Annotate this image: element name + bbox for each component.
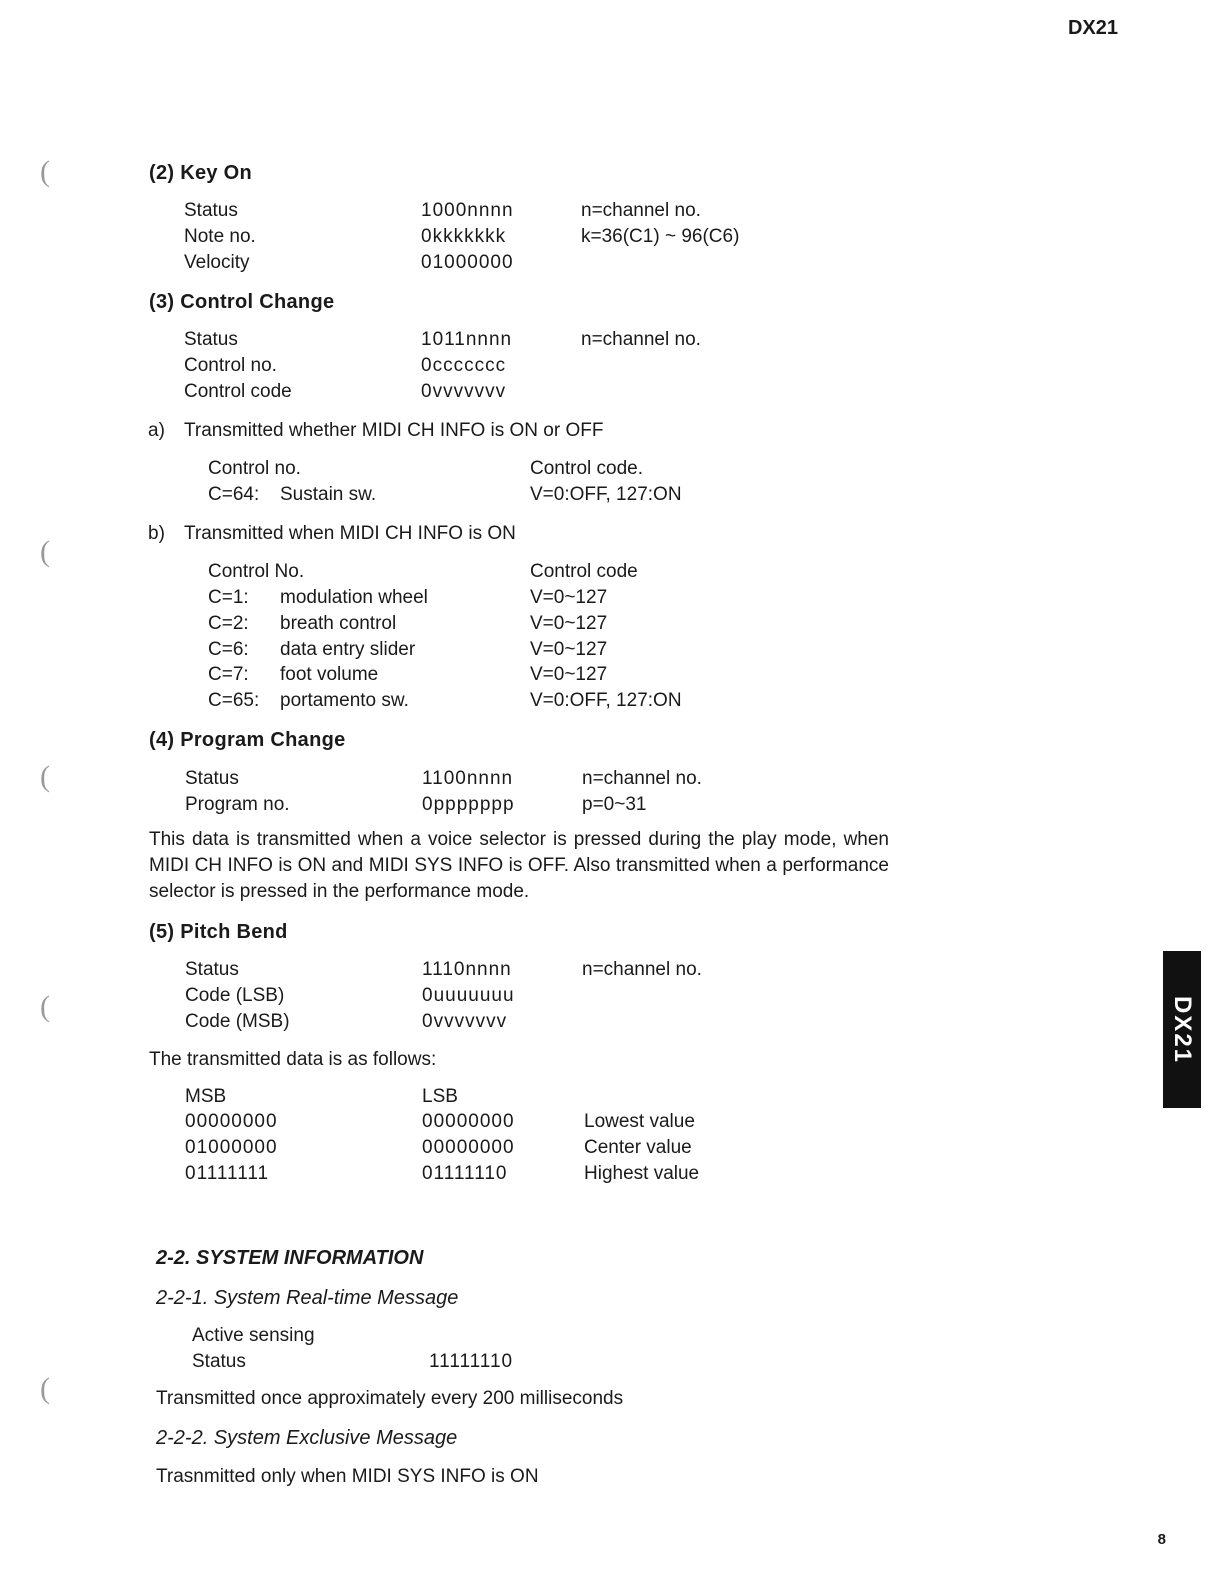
cc-a-col-head-2: Control code. (530, 458, 644, 479)
pb-head-msb: MSB (185, 1086, 227, 1107)
exclusive-note: Trasnmitted only when MIDI SYS INFO is ON (156, 1466, 539, 1487)
key-on-heading: (2) Key On (149, 162, 253, 184)
cc-control-code-code: 0vvvvvvv (421, 381, 507, 402)
binder-mark: ( (40, 990, 50, 1023)
pb-head-lsb: LSB (422, 1086, 458, 1107)
binder-mark: ( (40, 760, 50, 793)
pb-msb-label: Code (MSB) (185, 1011, 290, 1032)
pc-program-no-range: p=0~31 (582, 794, 647, 815)
cc-b-marker: b) (148, 523, 165, 544)
pb-msb-code: 0vvvvvvv (422, 1011, 508, 1032)
key-on-note-label: Note no. (184, 226, 256, 247)
pb-value-msb: 01000000 (185, 1137, 278, 1158)
pb-value-lsb: 01111110 (422, 1163, 508, 1184)
key-on-status-label: Status (184, 200, 238, 221)
cc-a-row-c: C=64: (208, 484, 260, 505)
pitch-bend-heading: (5) Pitch Bend (149, 921, 288, 943)
pb-status-code: 1110nnnn (422, 959, 512, 980)
binder-mark: ( (40, 1372, 50, 1405)
pc-status-note: n=channel no. (582, 768, 702, 789)
key-on-velocity-code: 01000000 (421, 252, 514, 273)
cc-a-row-name: Sustain sw. (280, 484, 377, 505)
active-sensing-status-label: Status (192, 1351, 246, 1372)
pb-value-msb: 00000000 (185, 1111, 278, 1132)
pb-value-desc: Center value (584, 1137, 692, 1158)
cc-b-row-c: C=65: (208, 690, 260, 711)
program-change-heading: (4) Program Change (149, 729, 346, 751)
cc-a-text: Transmitted whether MIDI CH INFO is ON or OFF (184, 420, 604, 441)
cc-b-col-head-1: Control No. (208, 561, 305, 582)
cc-b-text: Transmitted when MIDI CH INFO is ON (184, 523, 516, 544)
binder-mark: ( (40, 535, 50, 568)
pb-value-desc: Lowest value (584, 1111, 695, 1132)
cc-b-row-c: C=6: (208, 639, 249, 660)
realtime-heading: 2-2-1. System Real-time Message (156, 1287, 459, 1309)
key-on-status-code: 1000nnnn (421, 200, 514, 221)
cc-status-note: n=channel no. (581, 329, 701, 350)
pc-status-label: Status (185, 768, 239, 789)
key-on-velocity-label: Velocity (184, 252, 250, 273)
cc-b-row-v: V=0~127 (530, 613, 608, 634)
cc-b-row-v: V=0~127 (530, 639, 608, 660)
page-header: DX21 (1067, 17, 1118, 39)
cc-status-label: Status (184, 329, 238, 350)
pb-status-note: n=channel no. (582, 959, 702, 980)
cc-b-row-name: foot volume (280, 664, 379, 685)
pb-lsb-code: 0uuuuuuu (422, 985, 515, 1006)
pb-lsb-label: Code (LSB) (185, 985, 285, 1006)
cc-a-row-v: V=0:OFF, 127:ON (530, 484, 682, 505)
pb-value-desc: Highest value (584, 1163, 700, 1184)
pc-program-no-label: Program no. (185, 794, 290, 815)
pb-intro: The transmitted data is as follows: (149, 1049, 437, 1070)
pb-value-lsb: 00000000 (422, 1137, 515, 1158)
cc-b-col-head-2: Control code (530, 561, 638, 582)
cc-b-row-name: data entry slider (280, 639, 416, 660)
cc-b-row-c: C=7: (208, 664, 249, 685)
control-change-heading: (3) Control Change (149, 291, 335, 313)
cc-a-col-head-1: Control no. (208, 458, 301, 479)
cc-b-row-name: modulation wheel (280, 587, 428, 608)
binder-mark: ( (40, 155, 50, 188)
cc-b-row-v: V=0:OFF, 127:ON (530, 690, 682, 711)
pc-paragraph: This data is transmitted when a voice selector is pressed during the play mode, when MIDI CH INFO is ON and MIDI SYS INFO is OFF. Also transmitted when a performance selector is pressed in the performance mode. (149, 829, 889, 902)
cc-status-code: 1011nnnn (421, 329, 513, 350)
pc-status-code: 1100nnnn (422, 768, 514, 789)
pc-program-no-code: 0ppppppp (422, 794, 515, 815)
cc-a-marker: a) (148, 420, 165, 441)
cc-b-row-v: V=0~127 (530, 664, 608, 685)
cc-b-row-name: breath control (280, 613, 397, 634)
cc-control-no-code: 0ccccccc (421, 355, 507, 376)
cc-b-row-c: C=2: (208, 613, 249, 634)
realtime-note: Transmitted once approximately every 200 milliseconds (156, 1388, 624, 1409)
system-info-heading: 2-2. SYSTEM INFORMATION (156, 1247, 424, 1269)
cc-control-code-label: Control code (184, 381, 292, 402)
pb-value-lsb: 00000000 (422, 1111, 515, 1132)
pb-status-label: Status (185, 959, 239, 980)
side-tab (1163, 951, 1201, 1108)
cc-b-row-name: portamento sw. (280, 690, 409, 711)
cc-b-row-c: C=1: (208, 587, 249, 608)
side-tab-label: DX21 (1169, 995, 1197, 1064)
pb-value-msb: 01111111 (185, 1163, 270, 1184)
active-sensing-status-code: 11111110 (429, 1351, 514, 1372)
page-number: 8 (1157, 1531, 1166, 1548)
key-on-note-range: k=36(C1) ~ 96(C6) (581, 226, 740, 247)
cc-control-no-label: Control no. (184, 355, 277, 376)
cc-b-row-v: V=0~127 (530, 587, 608, 608)
active-sensing-label: Active sensing (192, 1325, 315, 1346)
key-on-status-note: n=channel no. (581, 200, 701, 221)
key-on-note-code: 0kkkkkkk (421, 226, 507, 247)
exclusive-heading: 2-2-2. System Exclusive Message (156, 1427, 458, 1449)
